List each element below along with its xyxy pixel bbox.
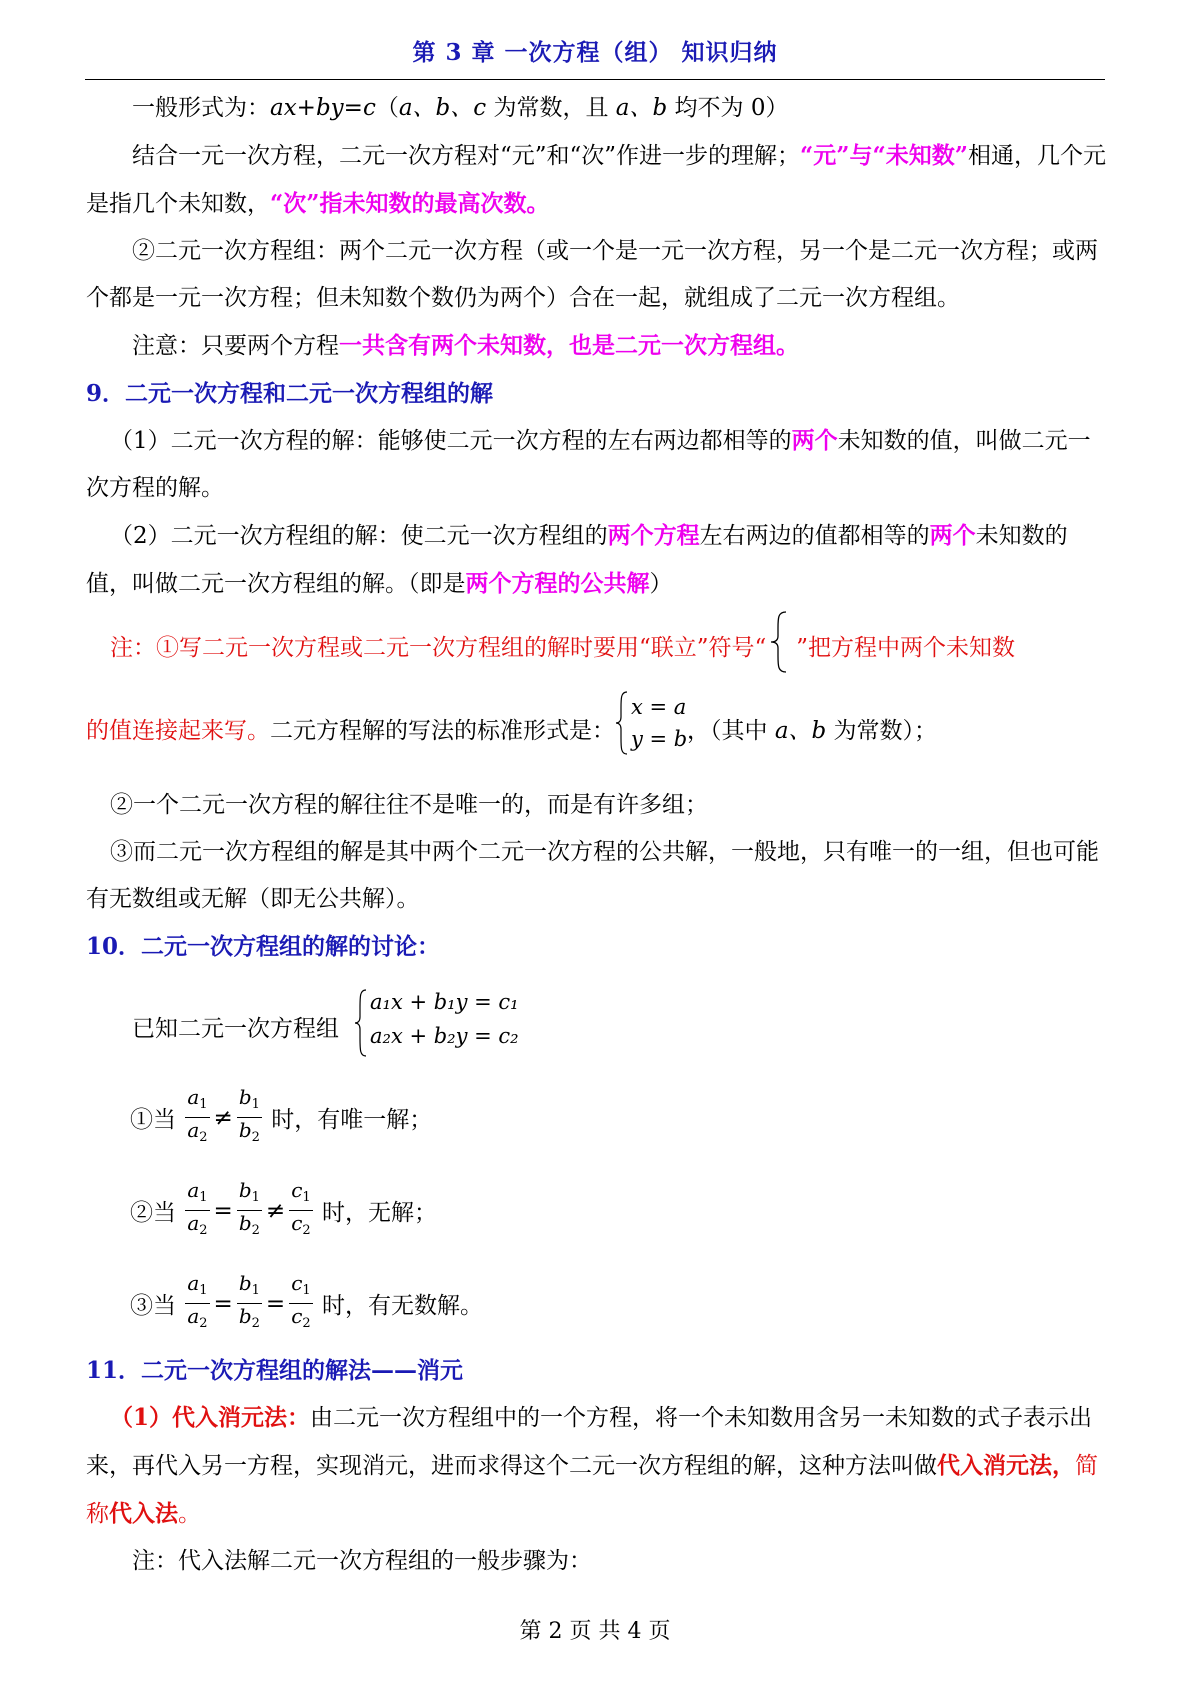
formula-general: ax+by=c	[270, 95, 376, 121]
text: 相通，几个元是指几个未知数，	[86, 143, 1106, 217]
highlight: 两个方程的公共解	[465, 570, 650, 597]
method-title: （1）代入消元法：	[110, 1404, 311, 1431]
fraction-c: $\frac{c_1}{c_2}$	[291, 1178, 311, 1238]
yuan-ci-paragraph	[86, 132, 1106, 228]
text: 均不为 0）	[667, 95, 789, 121]
note-text: ”把方程中两个未知数	[796, 635, 1016, 661]
content-block-top	[86, 85, 1106, 608]
highlight: 一共含有两个未知数，也是二元一次方程组。	[339, 332, 799, 359]
substitution-method-paragraph	[86, 1394, 1106, 1538]
header-rule	[85, 79, 1105, 80]
fraction-a: $\frac{a_1}{a_2}$	[187, 1178, 208, 1238]
vars: a、b、c	[398, 95, 487, 121]
system-eq-2: a₂x + b₂y = c₂	[370, 1024, 519, 1048]
case-no-solution	[130, 1178, 437, 1243]
text: 一般形式为：	[132, 95, 270, 121]
text: 为常数，且	[486, 95, 616, 121]
case-post: 时，有无数解。	[321, 1293, 483, 1319]
fraction-a: $\frac{a_1}{a_2}$	[187, 1271, 208, 1331]
text: 未知数的值，叫做二元一次方程组的解。（即是	[86, 523, 1068, 597]
neq-sign: ≠	[265, 1197, 286, 1224]
page-footer: 第 2 页 共 4 页	[519, 1619, 671, 1644]
highlight: 两个方程	[607, 522, 700, 549]
highlight: “元”与“未知数”	[800, 142, 968, 169]
common-solution-paragraph: ③而二元一次方程组的解是其中两个二元一次方程的公共解，一般地，只有唯一的一组，但也可能有无数组或无解（即无公共解）。	[86, 839, 1099, 912]
text: 二元方程解的写法的标准形式是：	[270, 718, 615, 744]
system-solution-paragraph	[86, 512, 1106, 608]
text: 左右两边的值都相等的	[699, 523, 930, 549]
steps-note-paragraph: 注：代入法解二元一次方程组的一般步骤为：	[132, 1548, 592, 1574]
vars: a、b	[774, 718, 827, 744]
method-name: 代入消元法	[937, 1452, 1052, 1479]
eq-sign: =	[265, 1290, 286, 1317]
short-name: 代入法	[109, 1500, 178, 1527]
fraction-c: $\frac{c_1}{c_2}$	[291, 1271, 311, 1331]
system-eq-1: a₁x + b₁y = c₁	[370, 990, 519, 1014]
neq-sign: ≠	[213, 1104, 233, 1131]
text: （2）二元一次方程组的解：使二元一次方程组的	[110, 523, 608, 549]
not-unique-paragraph: ②一个二元一次方程的解往往不是唯一的，而是有许多组；	[110, 792, 708, 818]
note-text: 注：①写二元一次方程或二元一次方程组的解时要用“联立”符号“	[110, 635, 767, 661]
note-lianli-line	[86, 624, 1106, 674]
standard-form-line	[86, 695, 1106, 756]
fraction-b: $\frac{b_1}{b_2}$	[238, 1085, 260, 1145]
highlight: 两个	[929, 522, 976, 549]
note-text: 的值连接起来写。	[86, 718, 270, 744]
vars: a、b	[615, 95, 668, 121]
general-form-paragraph	[86, 85, 1106, 132]
fraction-b: $\frac{b_1}{b_2}$	[238, 1271, 260, 1331]
punct: 。	[178, 1501, 201, 1527]
text: 结合一元一次方程，二元一次方程对“元”和“次”作进一步的理解；	[132, 143, 801, 169]
page-header-title: 第 3 章 一次方程（组） 知识归纳	[412, 39, 778, 66]
system-brace	[354, 988, 368, 1058]
solution-eq-x: x = a	[631, 695, 687, 719]
eq-sign: =	[213, 1290, 233, 1317]
solution-definition-paragraph	[86, 417, 1106, 512]
case-infinite-solutions	[130, 1271, 483, 1336]
section-11-heading: 11．二元一次方程组的解法——消元	[86, 1357, 464, 1384]
text: 注意：只要两个方程	[132, 333, 339, 359]
note-paragraph	[86, 322, 1106, 370]
text: 未知数的值，叫做二元一次方程的解。	[86, 428, 1091, 501]
text: ）	[649, 571, 673, 597]
system-definition-paragraph: ②二元一次方程组：两个二元一次方程（或一个是一元一次方程，另一个是二元一次方程；或两个都是一元一次方程；但未知数个数仍为两个）合在一起，就组成了二元一次方程组。	[86, 238, 1098, 311]
text: ，（其中	[687, 718, 775, 744]
case-unique-solution	[130, 1085, 432, 1150]
highlight: 两个	[791, 427, 838, 454]
text: 由二元一次方程组中的一个方程，将一个未知数用含另一未知数的式子表示出来，再代入另一方程，实现消元，进而求得这个二元一次方程组的解，这种方法叫做	[86, 1405, 1093, 1479]
text: （1）二元一次方程的解：能够使二元一次方程的左右两边都相等的	[110, 428, 792, 454]
content-block-middle	[86, 782, 1106, 970]
section-9-heading: 9．二元一次方程和二元一次方程组的解	[86, 380, 494, 407]
fraction-b: $\frac{b_1}{b_2}$	[238, 1178, 260, 1238]
text: （	[375, 95, 399, 121]
eq-sign: =	[213, 1197, 233, 1224]
text: 为常数）；	[826, 718, 938, 744]
short-name-prefix: 简称	[86, 1453, 1098, 1527]
content-block-bottom	[86, 1347, 1106, 1585]
solution-brace-system	[615, 690, 687, 756]
case-pre: ③当	[130, 1293, 176, 1319]
solution-eq-y: y = b	[631, 727, 688, 751]
highlight: “次”指未知数的最高次数。	[270, 190, 550, 217]
punct: ，	[1052, 1452, 1075, 1479]
case-post: 时，有唯一解；	[271, 1107, 433, 1133]
case-pre: ①当	[130, 1107, 176, 1133]
section-10-heading: 10．二元一次方程组的解的讨论：	[86, 933, 441, 960]
case-post: 时，无解；	[321, 1200, 437, 1226]
fraction-a: $\frac{a_1}{a_2}$	[187, 1085, 208, 1145]
system-label: 已知二元一次方程组	[132, 1016, 339, 1042]
brace-symbol	[766, 610, 796, 674]
case-pre: ②当	[130, 1200, 176, 1226]
